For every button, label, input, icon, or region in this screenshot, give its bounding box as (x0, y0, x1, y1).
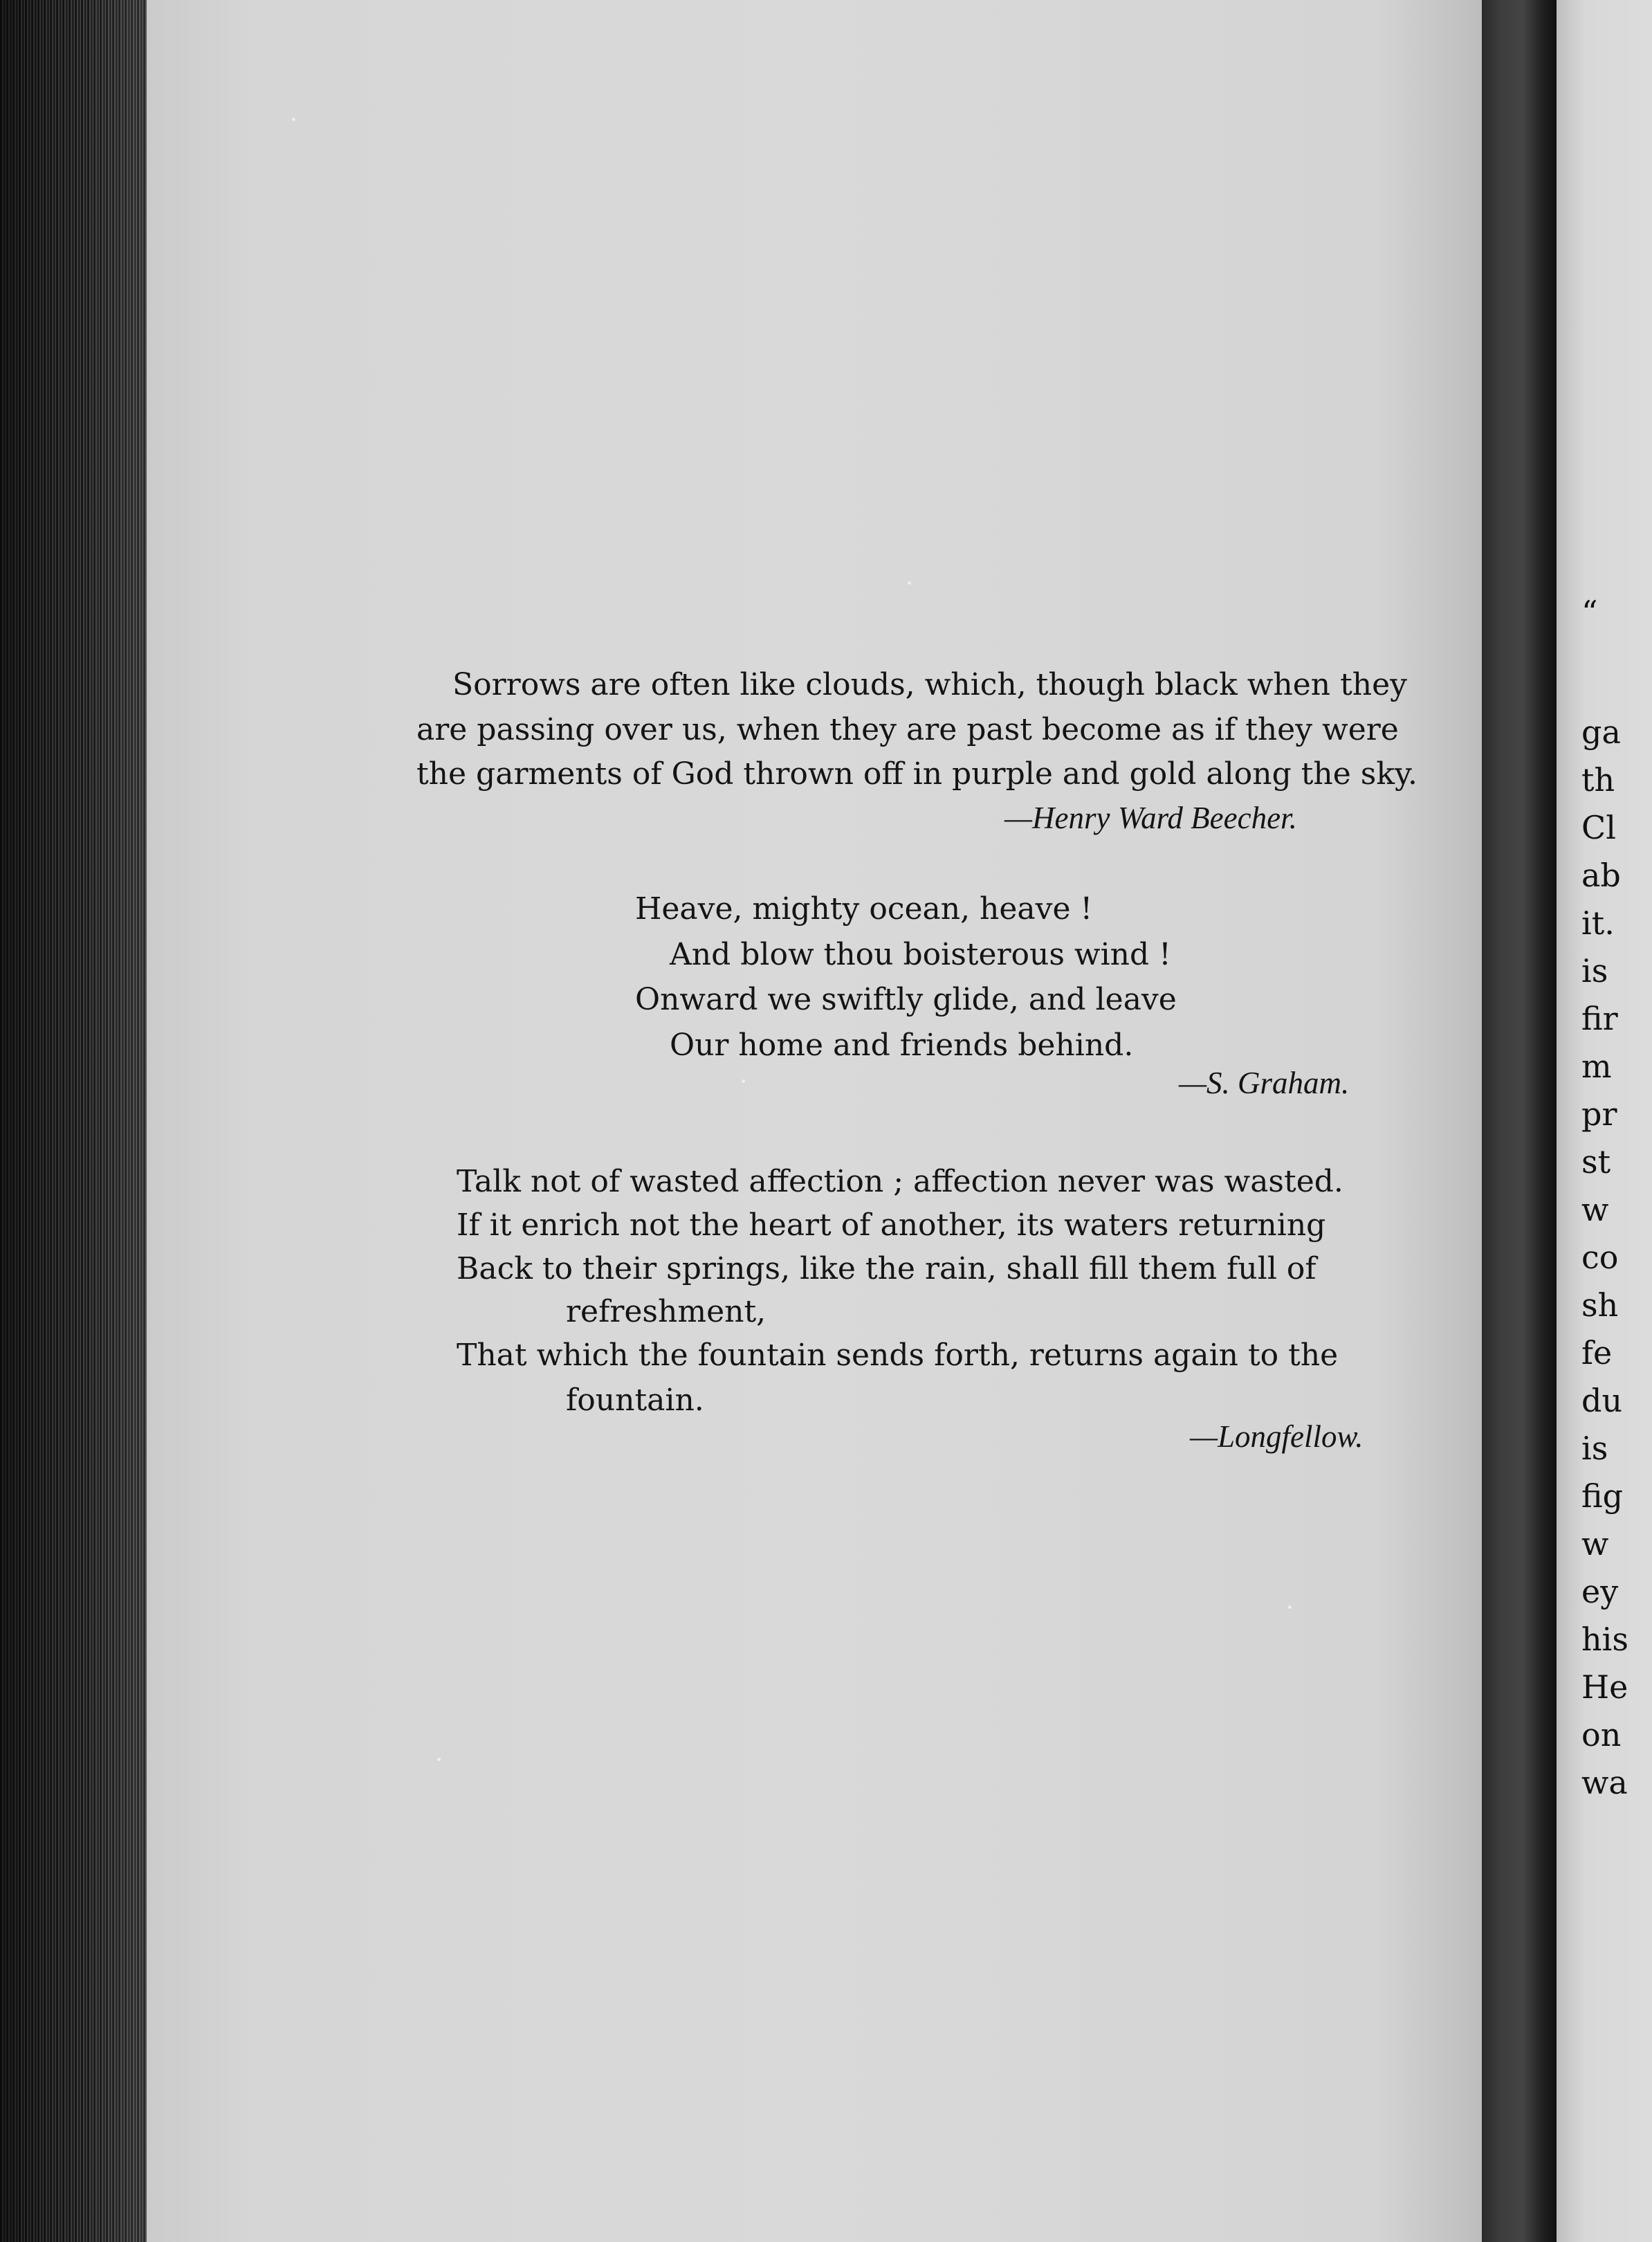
facing-text-fragment: fir (1581, 1000, 1618, 1037)
dust-speck (742, 1079, 745, 1083)
verse-line: Talk not of wasted affection ; affection never was wasted. (457, 1164, 1343, 1199)
dust-speck (1288, 1605, 1292, 1609)
quote-attribution: —S. Graham. (1179, 1066, 1350, 1100)
facing-text-fragment: co (1581, 1239, 1619, 1276)
facing-text-fragment: his (1581, 1621, 1628, 1658)
right-page-fragment (1557, 0, 1652, 2242)
facing-text-fragment: He (1581, 1668, 1628, 1706)
dust-speck (908, 581, 911, 585)
facing-text-fragment: fe (1581, 1334, 1613, 1371)
verse-line: If it enrich not the heart of another, its waters returning (457, 1207, 1326, 1243)
verse-line: Heave, mighty ocean, heave ! (635, 891, 1093, 927)
facing-text-fragment: fig (1581, 1477, 1624, 1515)
dust-speck (437, 1758, 441, 1761)
page-fore-edge (0, 0, 147, 2242)
verse-line: That which the fountain sends forth, returns again to the (457, 1338, 1339, 1373)
facing-text-fragment: is (1581, 952, 1608, 990)
facing-text-fragment: ga (1581, 713, 1621, 751)
quote-attribution: —Longfellow. (1190, 1419, 1364, 1454)
facing-text-fragment: on (1581, 1716, 1622, 1753)
facing-text-fragment: it. (1581, 904, 1615, 942)
verse-line: And blow thou boisterous wind ! (670, 937, 1171, 972)
facing-text-fragment: “ (1581, 594, 1598, 631)
left-page (147, 0, 1482, 2242)
facing-text-fragment: ey (1581, 1573, 1619, 1610)
facing-text-fragment: m (1581, 1048, 1612, 1085)
verse-line: Our home and friends behind. (670, 1028, 1134, 1063)
quote-line: are passing over us, when they are past become as if they were (416, 712, 1399, 747)
facing-text-fragment: du (1581, 1382, 1623, 1419)
verse-line: refreshment, (566, 1294, 767, 1329)
facing-text-fragment: th (1581, 761, 1615, 799)
verse-line: Back to their springs, like the rain, shall fill them full of (457, 1251, 1316, 1286)
verse-line: fountain. (566, 1383, 704, 1418)
facing-text-fragment: w (1581, 1191, 1609, 1228)
quote-attribution: —Henry Ward Beecher. (1004, 801, 1297, 835)
facing-text-fragment: Cl (1581, 809, 1616, 846)
facing-text-fragment: is (1581, 1430, 1608, 1467)
book-gutter (1482, 0, 1557, 2242)
quote-line: the garments of God thrown off in purple and gold along the sky. (416, 756, 1418, 792)
facing-text-fragment: st (1581, 1143, 1611, 1181)
facing-text-fragment: sh (1581, 1286, 1619, 1324)
facing-text-fragment: wa (1581, 1764, 1628, 1801)
verse-line: Onward we swiftly glide, and leave (635, 982, 1177, 1017)
facing-text-fragment: w (1581, 1525, 1609, 1562)
dust-speck (292, 118, 295, 121)
facing-text-fragment: pr (1581, 1095, 1617, 1133)
facing-text-fragment: ab (1581, 857, 1621, 894)
quote-line: Sorrows are often like clouds, which, though black when they (452, 667, 1408, 702)
